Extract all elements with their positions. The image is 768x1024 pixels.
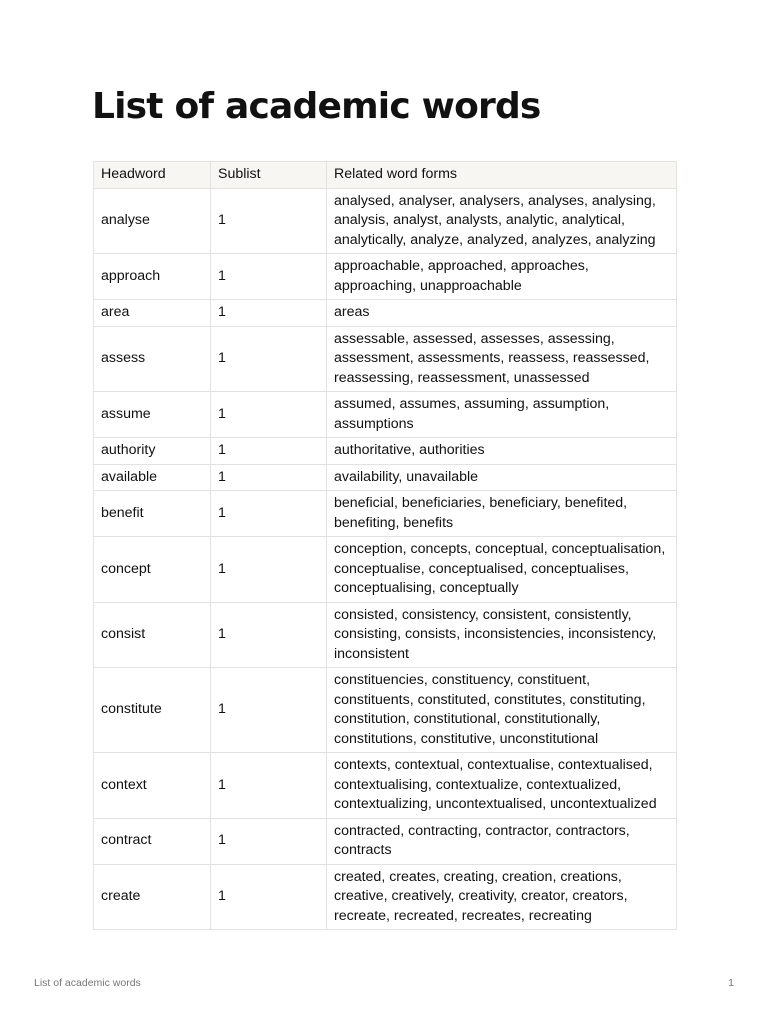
- related-forms-cell: analysed, analyser, analysers, analyses, analysing, analysis, analyst, analysts, analytic, analytical, analytically, analyze, analyzed, analyzes, analyzing: [327, 188, 677, 254]
- related-forms-cell: areas: [327, 300, 677, 327]
- related-forms-cell: availability, unavailable: [327, 464, 677, 491]
- related-forms-cell: constituencies, constituency, constituent, constituents, constituted, constitutes, constituting, constitution, constitutional, constitutionally, constitutions, constitutive, unconstitutional: [327, 668, 677, 753]
- headword-cell: create: [94, 864, 211, 930]
- table-row: [94, 491, 677, 537]
- sublist-cell: 1: [211, 864, 327, 930]
- sublist-cell: 1: [211, 753, 327, 819]
- table-row: [94, 753, 677, 819]
- related-forms-cell: created, creates, creating, creation, creations, creative, creatively, creativity, creator, creators, recreate, recreated, recreates, recreating: [327, 864, 677, 930]
- related-forms-cell: contracted, contracting, contractor, contractors, contracts: [327, 818, 677, 864]
- related-forms-cell: conception, concepts, conceptual, conceptualisation, conceptualise, conceptualised, conceptualises, conceptualising, conceptually: [327, 537, 677, 603]
- footer-document-title: List of academic words: [34, 977, 141, 989]
- table-row: [94, 602, 677, 668]
- sublist-cell: 1: [211, 602, 327, 668]
- sublist-cell: 1: [211, 464, 327, 491]
- headword-cell: available: [94, 464, 211, 491]
- table-row: [94, 537, 677, 603]
- page-title: List of academic words: [92, 86, 541, 127]
- academic-words-table: [93, 161, 677, 930]
- header-headword: Headword: [94, 162, 211, 189]
- table-header-row: [94, 162, 677, 189]
- sublist-cell: 1: [211, 392, 327, 438]
- related-forms-cell: beneficial, beneficiaries, beneficiary, benefited, benefiting, benefits: [327, 491, 677, 537]
- sublist-cell: 1: [211, 537, 327, 603]
- table-row: [94, 300, 677, 327]
- headword-cell: area: [94, 300, 211, 327]
- sublist-cell: 1: [211, 818, 327, 864]
- related-forms-cell: authoritative, authorities: [327, 438, 677, 465]
- headword-cell: analyse: [94, 188, 211, 254]
- table-row: [94, 392, 677, 438]
- headword-cell: assess: [94, 326, 211, 392]
- sublist-cell: 1: [211, 491, 327, 537]
- sublist-cell: 1: [211, 668, 327, 753]
- sublist-cell: 1: [211, 326, 327, 392]
- sublist-cell: 1: [211, 254, 327, 300]
- sublist-cell: 1: [211, 438, 327, 465]
- headword-cell: consist: [94, 602, 211, 668]
- table-row: [94, 326, 677, 392]
- headword-cell: contract: [94, 818, 211, 864]
- headword-cell: context: [94, 753, 211, 819]
- headword-cell: authority: [94, 438, 211, 465]
- related-forms-cell: assumed, assumes, assuming, assumption, assumptions: [327, 392, 677, 438]
- headword-cell: benefit: [94, 491, 211, 537]
- table-row: [94, 864, 677, 930]
- related-forms-cell: consisted, consistency, consistent, consistently, consisting, consists, inconsistencies, inconsistency, inconsistent: [327, 602, 677, 668]
- table-row: [94, 438, 677, 465]
- header-sublist: Sublist: [211, 162, 327, 189]
- table-row: [94, 668, 677, 753]
- related-forms-cell: contexts, contextual, contextualise, contextualised, contextualising, contextualize, contextualized, contextualizing, uncontextualised, uncontextualized: [327, 753, 677, 819]
- related-forms-cell: assessable, assessed, assesses, assessing, assessment, assessments, reassess, reassessed, reassessing, reassessment, unassessed: [327, 326, 677, 392]
- related-forms-cell: approachable, approached, approaches, approaching, unapproachable: [327, 254, 677, 300]
- footer-page-number: 1: [728, 977, 734, 989]
- headword-cell: approach: [94, 254, 211, 300]
- headword-cell: constitute: [94, 668, 211, 753]
- header-related-word-forms: Related word forms: [327, 162, 677, 189]
- headword-cell: concept: [94, 537, 211, 603]
- table-row: [94, 464, 677, 491]
- sublist-cell: 1: [211, 188, 327, 254]
- sublist-cell: 1: [211, 300, 327, 327]
- table-row: [94, 254, 677, 300]
- table-row: [94, 188, 677, 254]
- headword-cell: assume: [94, 392, 211, 438]
- table-row: [94, 818, 677, 864]
